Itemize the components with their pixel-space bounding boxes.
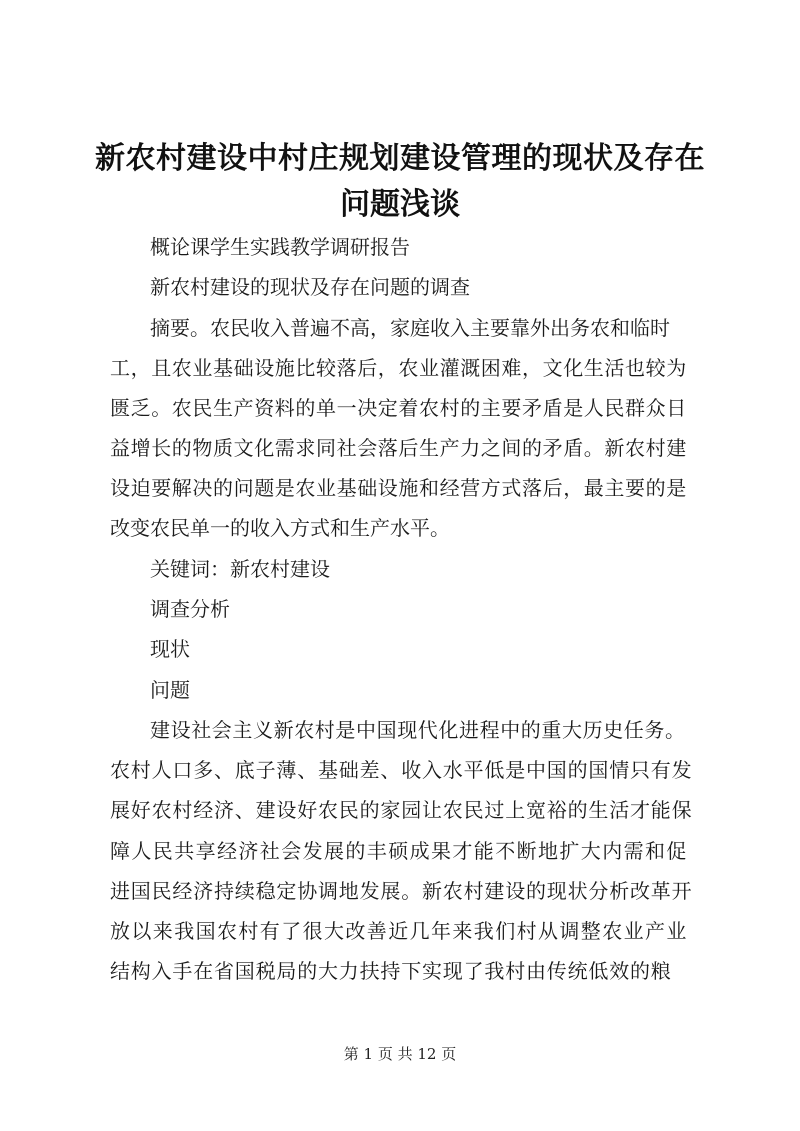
abstract-line: 匮乏。农民生产资料的单一决定着农村的主要矛盾是人民群众日	[110, 396, 687, 420]
keyword-item: 现状	[150, 637, 190, 661]
body-paragraph-line: 农村人口多、底子薄、基础差、收入水平低是中国的国情只有发	[110, 758, 693, 782]
body-paragraph-line: 障人民共享经济社会发展的丰硕成果才能不断地扩大内需和促	[110, 839, 688, 863]
body-paragraph-line: 进国民经济持续稳定协调地发展。新农村建设的现状分析改革开	[110, 879, 693, 903]
body-paragraph-line: 放以来我国农村有了很大改善近几年来我们村从调整农业产业	[110, 919, 688, 943]
subtitle-survey: 新农村建设的现状及存在问题的调查	[150, 275, 470, 299]
page-number: 第 1 页 共 12 页	[343, 1045, 457, 1063]
keywords-line: 关键词：新农村建设	[150, 557, 330, 581]
keyword-item: 问题	[150, 678, 190, 702]
keyword-item: 调查分析	[150, 597, 230, 621]
subtitle-report-type: 概论课学生实践教学调研报告	[150, 235, 410, 259]
abstract-line: 摘要。农民收入普遍不高，家庭收入主要靠外出务农和临时	[150, 316, 670, 340]
title-line-2: 问题浅谈	[340, 187, 460, 222]
body-paragraph-line: 结构入手在省国税局的大力扶持下实现了我村由传统低效的粮	[110, 959, 672, 983]
body-paragraph-line: 建设社会主义新农村是中国现代化进程中的重大历史任务。	[150, 718, 686, 742]
page-footer	[0, 1043, 800, 1064]
abstract-line: 改变农民单一的收入方式和生产水平。	[110, 516, 450, 540]
abstract-line: 益增长的物质文化需求同社会落后生产力之间的矛盾。新农村建	[110, 436, 687, 460]
abstract-line: 设迫要解决的问题是农业基础设施和经营方式落后，最主要的是	[110, 476, 687, 500]
abstract-line: 工，且农业基础设施比较落后，农业灌溉困难，文化生活也较为	[110, 356, 687, 380]
body-paragraph-line: 展好农村经济、建设好农民的家园让农民过上宽裕的生活才能保	[110, 798, 693, 822]
title-line-1: 新农村建设中村庄规划建设管理的现状及存在	[95, 141, 705, 176]
